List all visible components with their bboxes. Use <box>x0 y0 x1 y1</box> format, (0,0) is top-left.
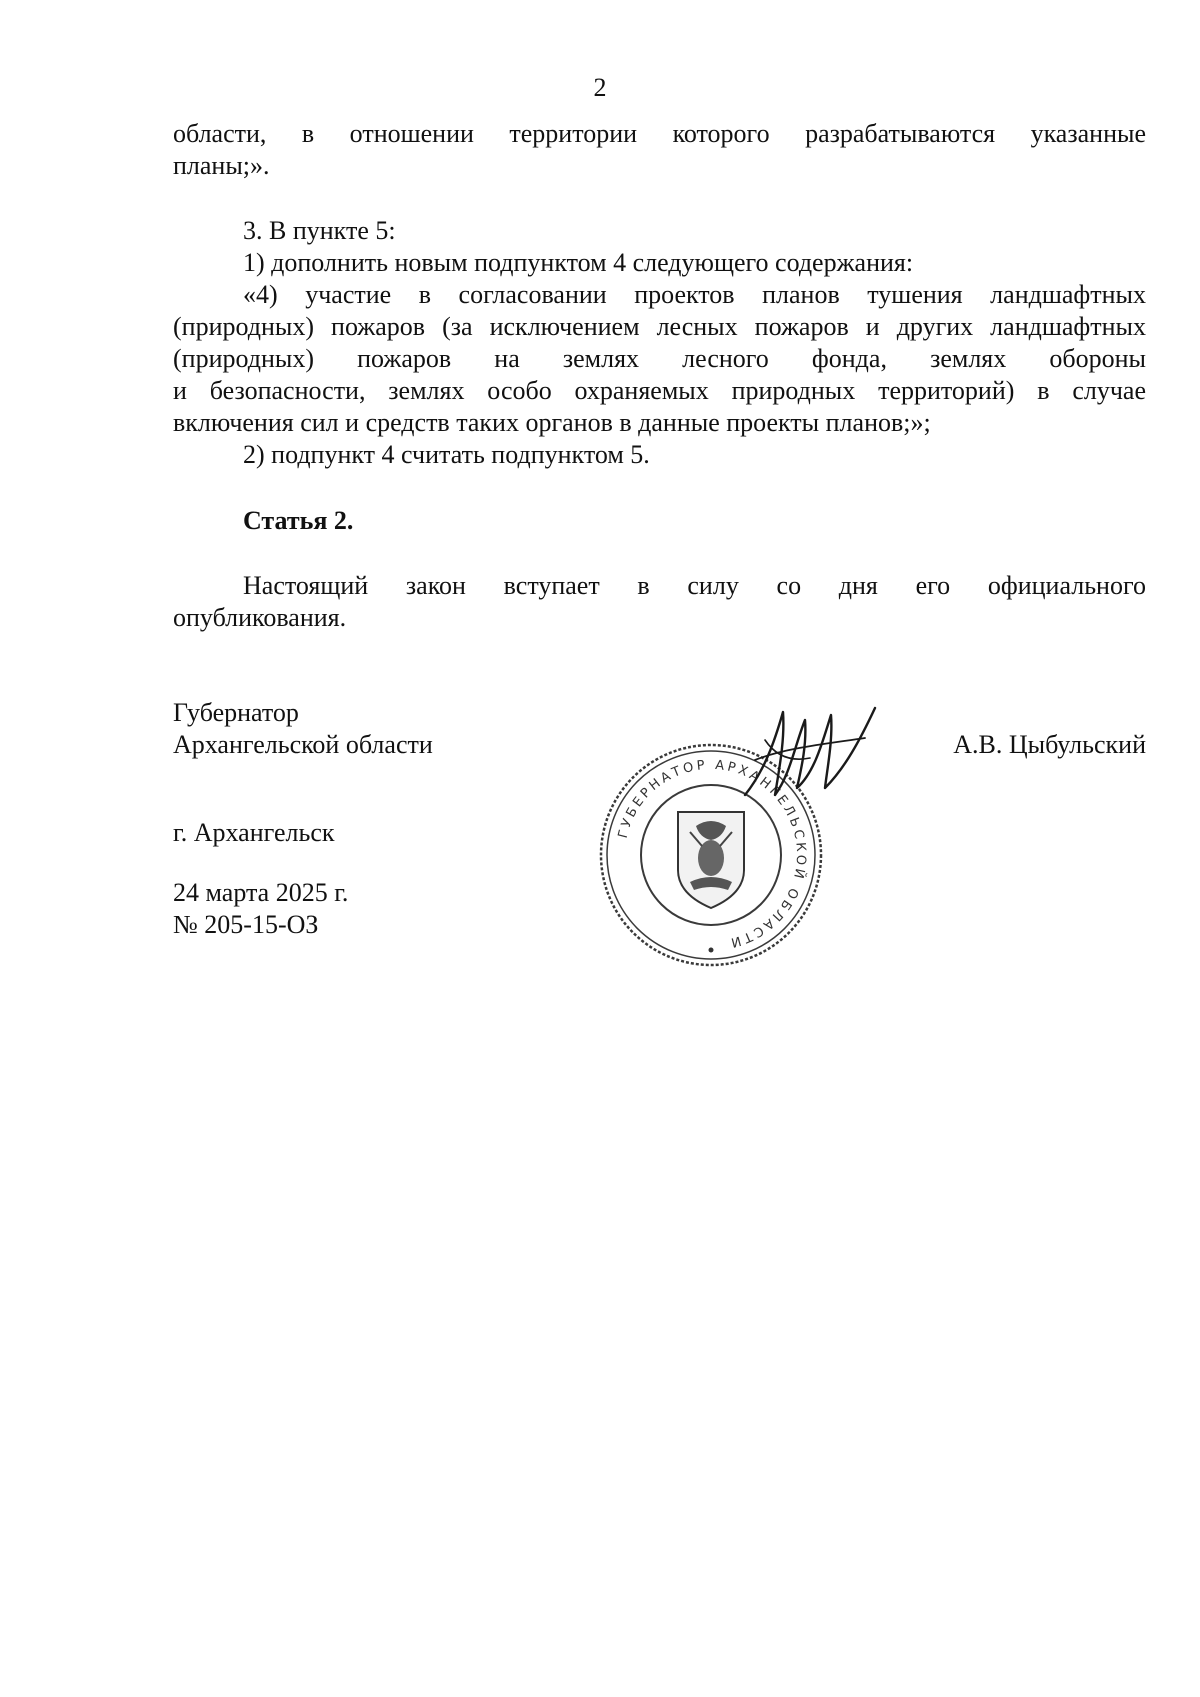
signatory-region: Архангельской области <box>173 730 433 759</box>
page-number: 2 <box>593 73 607 102</box>
coat-of-arms-icon <box>678 812 744 908</box>
signatory-name: А.В. Цыбульский <box>953 730 1146 759</box>
seal-text: ГУБЕРНАТОР АРХАНГЕЛЬСКОЙ ОБЛАСТИ <box>615 757 809 951</box>
quote-line: (природных) пожаров на землях лесного фонда, землях обороны <box>173 344 1146 373</box>
city: г. Архангельск <box>173 818 335 847</box>
document-number: № 205-15-ОЗ <box>173 910 319 939</box>
quote-line: и безопасности, землях особо охраняемых природных территорий) в случае <box>173 376 1146 405</box>
item-3-subitem-1: 1) дополнить новым подпунктом 4 следующего содержания: <box>243 248 914 277</box>
signatory-position: Губернатор <box>173 698 299 727</box>
article-2-heading: Статья 2. <box>243 506 354 535</box>
item-3-subitem-2: 2) подпункт 4 считать подпунктом 5. <box>243 440 650 469</box>
quote-line-last: включения сил и средств таких органов в данные проекты планов;»; <box>173 408 931 437</box>
quote-line: (природных) пожаров (за исключением лесных пожаров и других ландшафтных <box>173 312 1146 341</box>
handwritten-signature <box>735 700 885 810</box>
quote-line: «4) участие в согласовании проектов планов тушения ландшафтных <box>243 280 1146 309</box>
continuation-line-1: области, в отношении территории которого разрабатываются указанные <box>173 119 1146 148</box>
article-2-text-line-1: Настоящий закон вступает в силу со дня его официального <box>243 571 1146 600</box>
document-date: 24 марта 2025 г. <box>173 878 349 907</box>
item-3-heading: 3. В пункте 5: <box>243 216 396 245</box>
article-2-text-line-2: опубликования. <box>173 603 347 632</box>
continuation-line-2: планы;». <box>173 151 270 180</box>
